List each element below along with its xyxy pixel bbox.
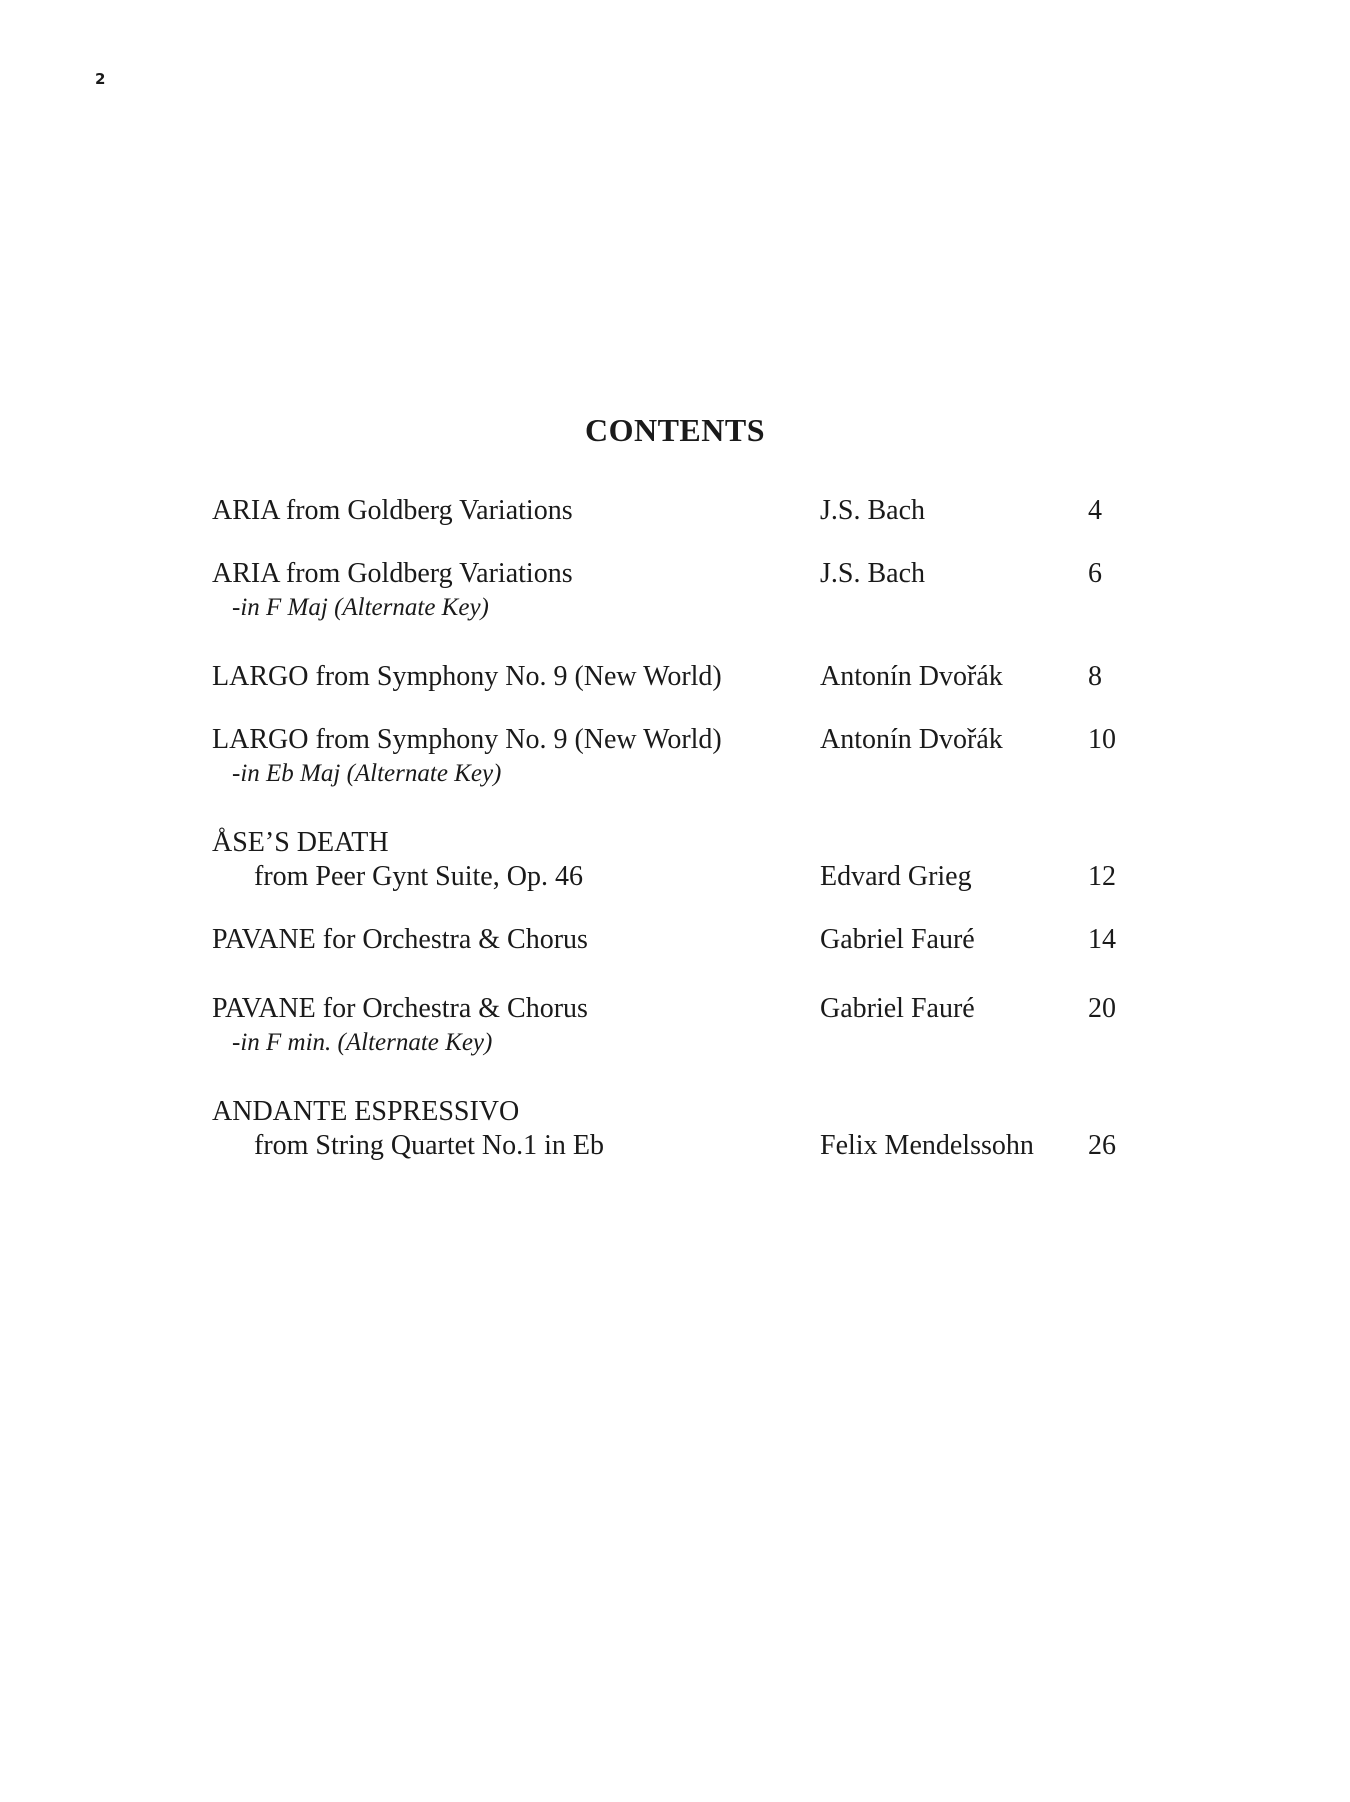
piece-title: LARGO from Symphony No. 9 (New World) — [212, 661, 722, 692]
page-ref: 4 — [1088, 495, 1102, 526]
composer-name: Gabriel Fauré — [820, 924, 975, 955]
composer-name: Felix Mendelssohn — [820, 1130, 1034, 1161]
page-ref: 8 — [1088, 661, 1102, 692]
toc-entry-aria-alternate[interactable] — [212, 557, 1132, 625]
toc-entry-row — [212, 1129, 1132, 1163]
piece-title: PAVANE for Orchestra & Chorus — [212, 993, 588, 1024]
piece-source: from Peer Gynt Suite, Op. 46 — [254, 861, 583, 892]
composer-name: J.S. Bach — [820, 558, 925, 589]
piece-source: from String Quartet No.1 in Eb — [254, 1130, 604, 1161]
toc-entry-aria[interactable] — [212, 494, 1132, 528]
toc-entry-andante[interactable] — [212, 1095, 1132, 1163]
page-ref: 14 — [1088, 924, 1116, 955]
alternate-key-note: -in Eb Maj (Alternate Key) — [232, 760, 502, 787]
toc-entry-row — [212, 860, 1132, 894]
page-ref: 20 — [1088, 993, 1116, 1024]
piece-title: ÅSE’S DEATH — [212, 827, 389, 858]
alternate-key-note: -in F min. (Alternate Key) — [232, 1029, 493, 1056]
composer-name: Gabriel Fauré — [820, 993, 975, 1024]
composer-name: Antonín Dvořák — [820, 661, 1003, 692]
table-of-contents — [212, 494, 1132, 1163]
toc-entry-pavane-alternate[interactable] — [212, 992, 1132, 1060]
composer-name: Edvard Grieg — [820, 861, 972, 892]
toc-entry-largo[interactable] — [212, 660, 1132, 694]
toc-entry-row — [212, 723, 1132, 757]
page-ref: 26 — [1088, 1130, 1116, 1161]
composer-name: J.S. Bach — [820, 495, 925, 526]
piece-title: ARIA from Goldberg Variations — [212, 558, 573, 589]
page-ref: 12 — [1088, 861, 1116, 892]
piece-title: ANDANTE ESPRESSIVO — [212, 1096, 520, 1127]
piece-title: ARIA from Goldberg Variations — [212, 495, 573, 526]
toc-entry-row — [212, 923, 1132, 957]
toc-entry-largo-alternate[interactable] — [212, 723, 1132, 791]
toc-entry-row — [212, 826, 1132, 860]
toc-entry-row — [212, 660, 1132, 694]
toc-entry-row — [212, 557, 1132, 591]
piece-title: LARGO from Symphony No. 9 (New World) — [212, 724, 722, 755]
page-ref: 10 — [1088, 724, 1116, 755]
toc-entry-row — [212, 992, 1132, 1026]
contents-heading: CONTENTS — [584, 412, 766, 448]
piece-title: PAVANE for Orchestra & Chorus — [212, 924, 588, 955]
page-number: 2 — [95, 70, 106, 88]
toc-entry-row — [212, 494, 1132, 528]
composer-name: Antonín Dvořák — [820, 724, 1003, 755]
toc-entry-ases-death[interactable] — [212, 826, 1132, 894]
toc-entry-pavane[interactable] — [212, 923, 1132, 957]
toc-entry-row — [212, 1095, 1132, 1129]
page-ref: 6 — [1088, 558, 1102, 589]
alternate-key-note: -in F Maj (Alternate Key) — [232, 594, 489, 621]
